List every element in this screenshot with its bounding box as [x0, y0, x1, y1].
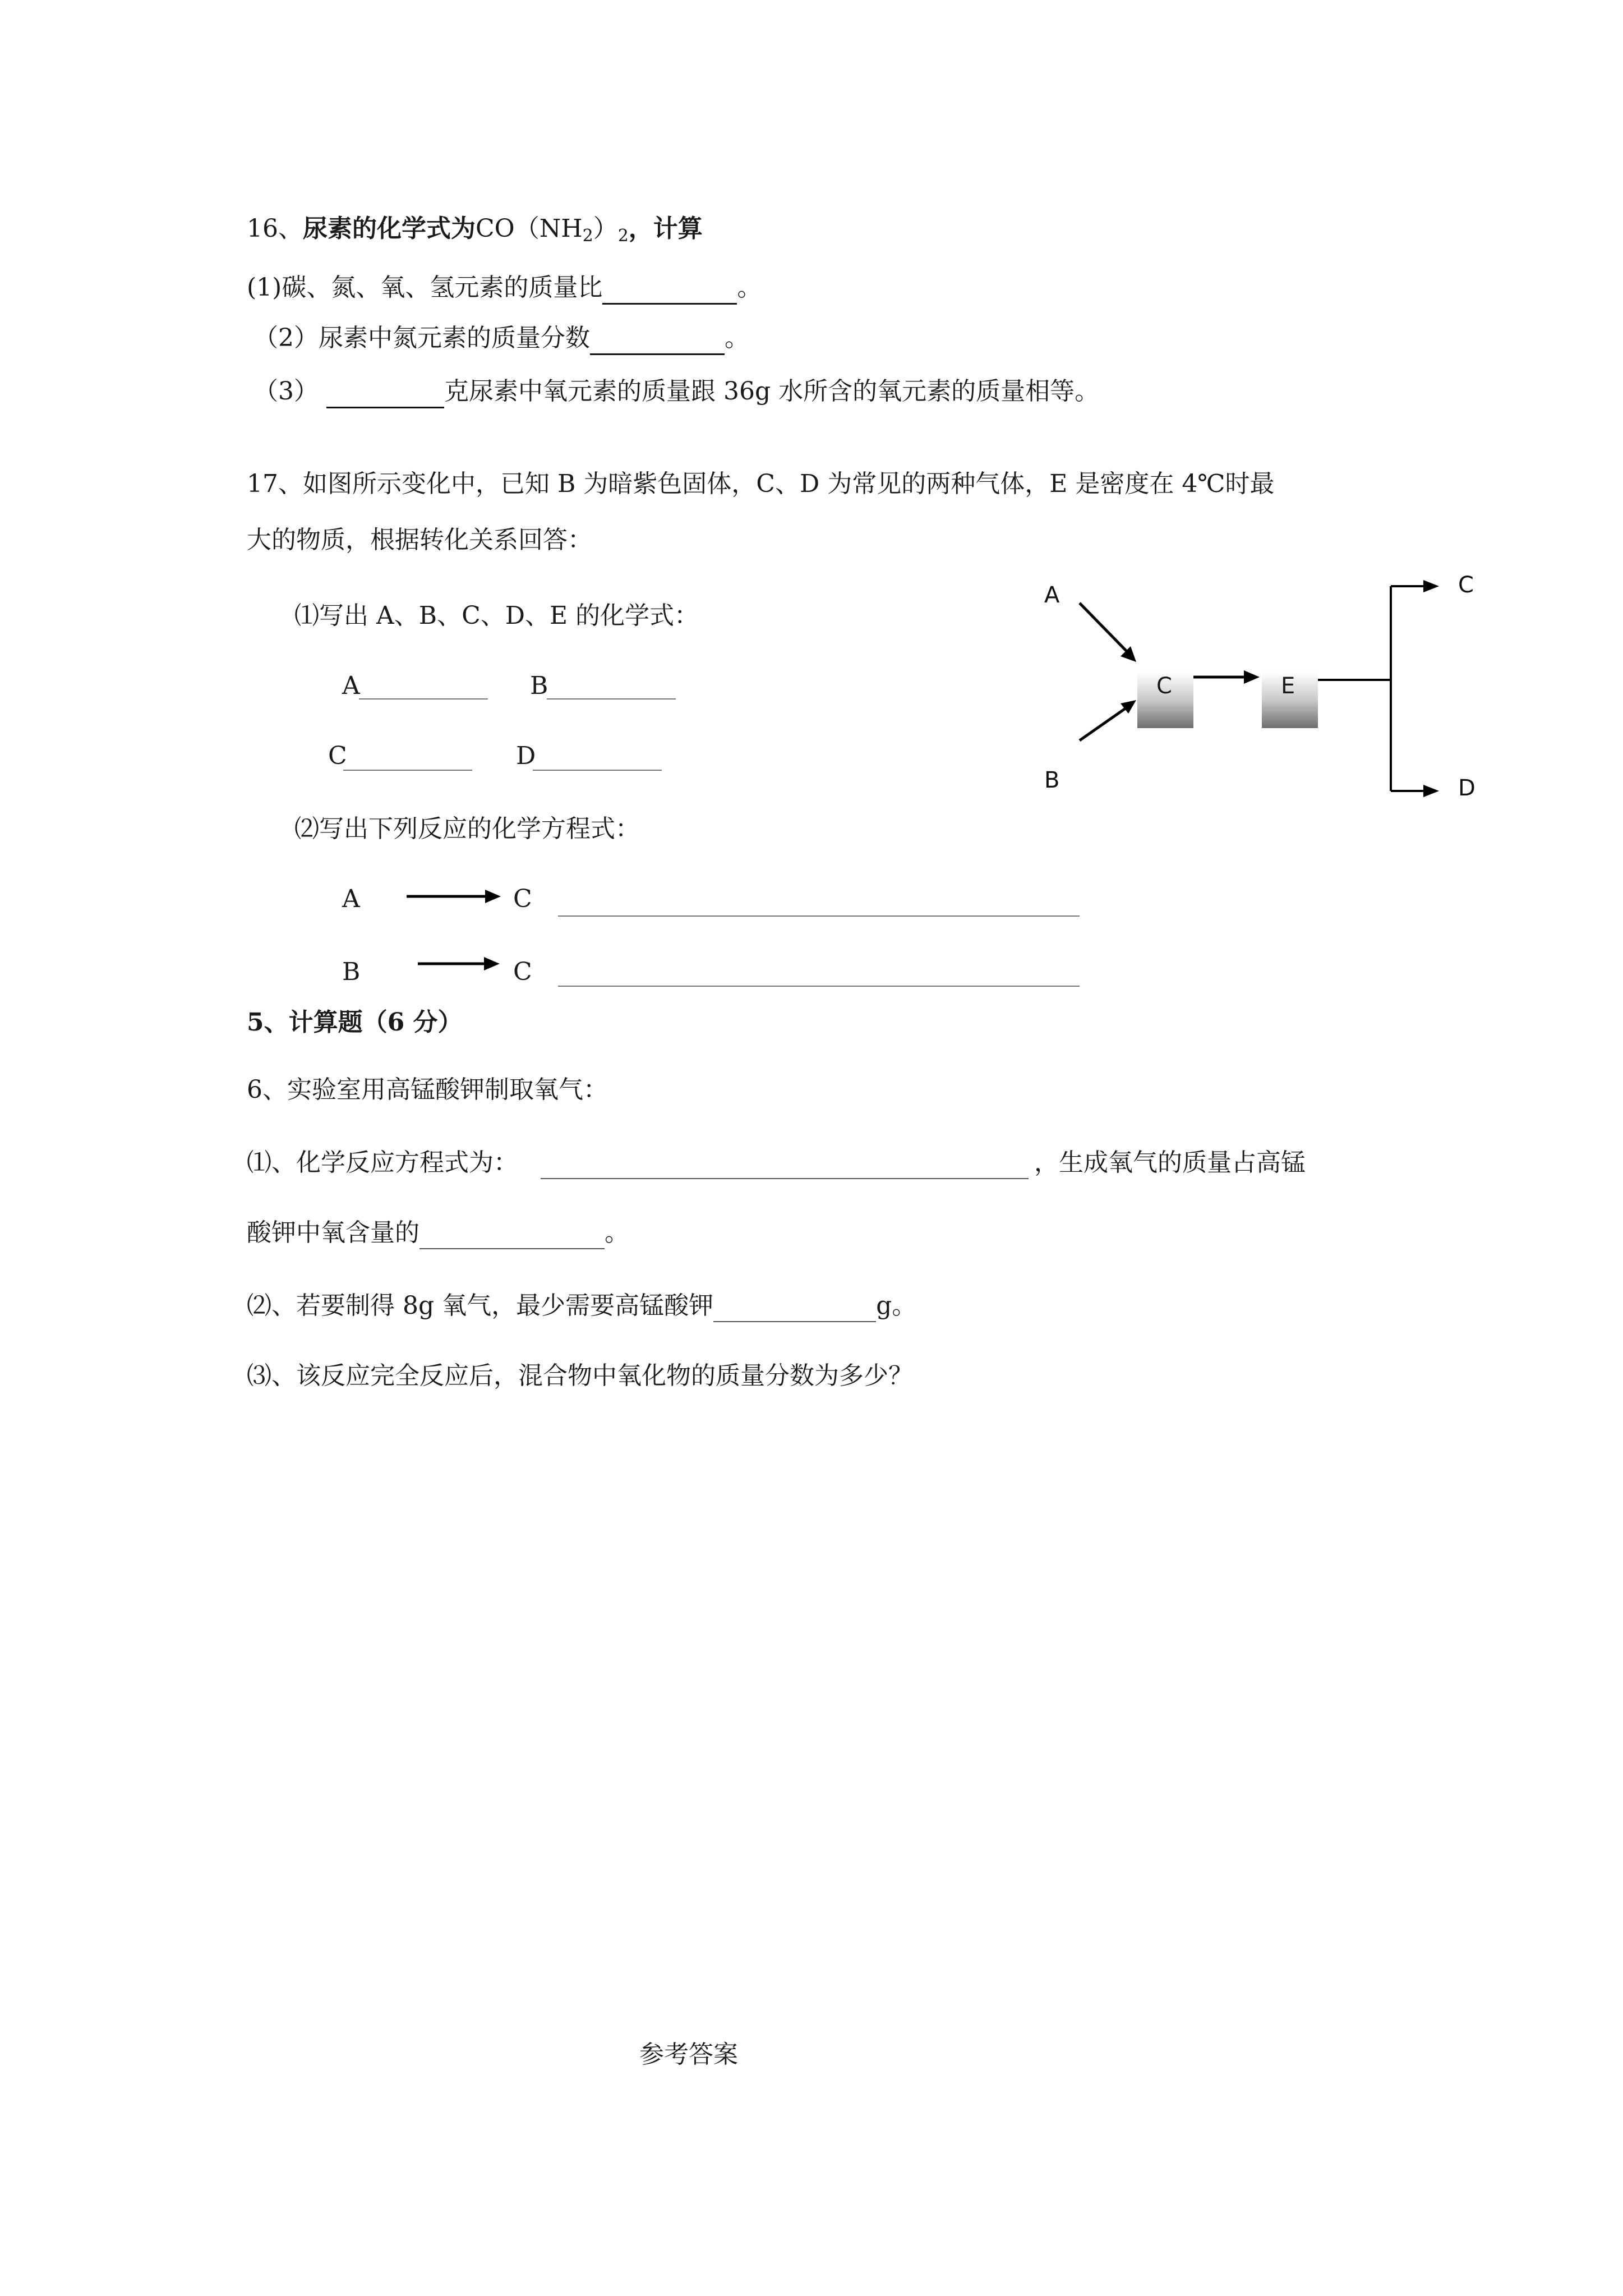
section5-title: 5、计算题（6 分） [247, 1008, 463, 1037]
diagram-node-d: D [1458, 775, 1476, 801]
q16-part2-end: 。 [725, 324, 749, 352]
diagram-box-c [1137, 672, 1193, 728]
q17-eq1-arrow [407, 886, 502, 909]
section5-s1c-end: 。 [605, 1218, 629, 1247]
section5-s1c: 酸钾中氧含量的 [247, 1218, 419, 1247]
diagram-node-b: B [1044, 767, 1060, 793]
q16-part2-text: （2）尿素中氮元素的质量分数 [253, 324, 590, 352]
q17-eq1-blank[interactable] [558, 915, 1080, 917]
section5-s2: ⑵、若要制得 8g 氧气，最少需要高锰酸钾 [247, 1291, 714, 1320]
q16-formula: CO（NH [476, 214, 583, 243]
q17-eq1-to: C [513, 885, 532, 913]
q17-eq2-from: B [342, 958, 361, 986]
section5-s3: ⑶、该反应完全反应后，混合物中氧化物的质量分数为多少？ [247, 1361, 913, 1390]
q16-title-text: 尿素的化学式为 [303, 214, 476, 243]
answer-key-heading: 参考答案 [639, 2040, 738, 2069]
q17-line1: 17、如图所示变化中，已知 B 为暗紫色固体，C、D 为常见的两种气体，E 是密度在 4℃时最 [247, 470, 1275, 498]
q17-line2: 大的物质，根据转化关系回答： [247, 526, 592, 554]
q16-number: 16、 [247, 214, 303, 243]
section5-s2-end: g。 [876, 1291, 917, 1320]
q17-eq2-to: C [513, 958, 532, 986]
diagram-box-c-label: C [1156, 673, 1172, 699]
q17-eq2-blank[interactable] [558, 986, 1080, 987]
section5-s2-line [247, 1290, 916, 1322]
section5-s1a: ⑴、化学反应方程式为： [247, 1148, 518, 1177]
diagram-lines [0, 0, 1623, 841]
q16-formula-close: ） [593, 214, 618, 243]
section5-s1b: ，生成氧气的质量占高锰 [1034, 1148, 1306, 1177]
q16-part1-end: 。 [737, 273, 762, 302]
section5-s1-blank[interactable] [541, 1147, 1029, 1179]
diagram-node-a: A [1044, 582, 1060, 608]
q17-sub1: ⑴写出 A、B、C、D、E 的化学式： [294, 601, 699, 630]
q17-label-d: D [516, 742, 536, 770]
q16-part1-text: (1)碳、氮、氧、氢元素的质量比 [247, 273, 603, 302]
q16-part3-start: （3） [253, 377, 319, 406]
diagram-node-c: C [1458, 572, 1474, 598]
q17-eq1-from: A [342, 885, 360, 913]
q16-part3-text: 克尿素中氧元素的质量跟 36g 水所含的氧元素的质量相等。 [444, 377, 1100, 406]
q16-formula-sub2: 2 [617, 226, 629, 246]
q17-label-c: C [328, 742, 347, 770]
arrow-a-to-c [1080, 603, 1127, 652]
q16-title-tail: ，计算 [628, 214, 703, 243]
section5-s1c-line [247, 1217, 629, 1249]
q17-label-b: B [530, 671, 548, 700]
section5-s1c-blank[interactable] [419, 1217, 605, 1249]
q17-sub2: ⑵写出下列反应的化学方程式： [294, 815, 640, 843]
q17-label-a: A [342, 671, 360, 700]
q16-formula-sub: 2 [582, 226, 593, 246]
arrow-b-to-c [1080, 708, 1126, 740]
diagram-box-e [1262, 672, 1318, 728]
q17-eq2-arrow [418, 954, 502, 976]
section5-q6: 6、实验室用高锰酸钾制取氧气： [247, 1075, 608, 1104]
section5-s2-blank[interactable] [713, 1290, 876, 1322]
diagram-box-e-label: E [1281, 673, 1295, 699]
section5-s1 [247, 1147, 1306, 1179]
